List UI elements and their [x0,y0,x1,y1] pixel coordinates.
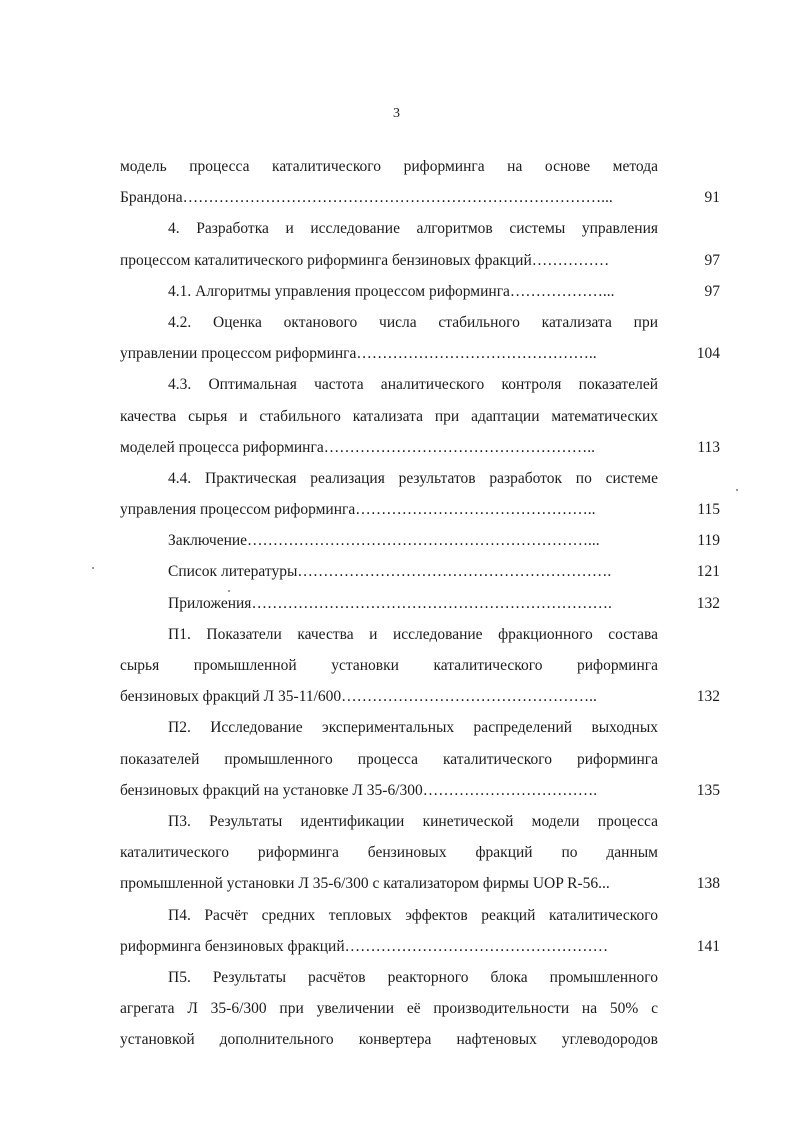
toc-page-number: 138 [696,875,720,893]
toc-page-number: 97 [704,282,720,300]
toc-line: П4. Расчёт средних тепловых эффектов реакций каталитического [168,906,658,924]
toc-line: 4.1. Алгоритмы управления процессом риформинга………………... [168,282,615,300]
toc-line: 4. Разработка и исследование алгоритмов системы управления [168,220,658,238]
scan-speck [228,590,230,592]
toc-entry [120,463,720,525]
toc-page-number [660,1024,720,1055]
toc-line: промышленной установки Л 35-6/300 с катализатором фирмы UOP R-56... [120,875,610,893]
toc-line: риформинга бензиновых фракций…………………………………………… [120,937,609,955]
toc-line: П3. Результаты идентификации кинетической модели процесса [168,812,658,830]
toc-entry [120,588,720,619]
toc-page-number: 135 [696,781,720,799]
toc-line: Брандона………………………………………………………………………... [120,189,613,207]
toc-page-number: 121 [696,563,720,581]
toc-entry [120,619,720,713]
toc-line: управлении процессом риформинга……………………………………….. [120,345,597,363]
toc-line: установкой дополнительного конвертера нафтеновых углеводородов [120,1031,658,1049]
toc-entry [120,369,720,463]
toc-line: модель процесса каталитического риформинга на основе метода [120,158,658,175]
toc-line: процессом каталитического риформинга бензиновых фракций…………… [120,251,610,269]
toc-entry [120,525,720,556]
toc-line: бензиновых фракций на установке Л 35-6/300……………………………. [120,781,598,799]
toc-page-number: 132 [696,688,720,706]
toc-page-number: 91 [704,189,720,207]
toc-entry [120,151,720,213]
toc-page-number: 115 [697,501,720,519]
toc-line: бензиновых фракций Л 35-11/600………………………………………….. [120,688,597,706]
toc-line: каталитического риформинга бензиновых фракций по данным [120,844,658,862]
toc-entry [120,213,720,275]
toc-line: 4.2. Оценка октанового числа стабильного катализата при [168,313,658,331]
toc-entry [120,307,720,369]
toc-entry [120,276,720,307]
scan-speck [736,489,738,491]
toc-entry [120,900,720,962]
toc-line: П2. Исследование экспериментальных распределений выходных [168,719,658,737]
toc-page-number: 104 [696,345,720,363]
toc-entry [120,962,720,1056]
toc-line: Заключение…………………………………………………………... [168,532,600,550]
toc-page-number: 97 [704,251,720,269]
toc-line: качества сырья и стабильного катализата при адаптации математических [120,407,658,425]
toc-line: агрегата Л 35-6/300 при увеличении её производительности на 50% с [120,1000,658,1018]
toc-line: П1. Показатели качества и исследование фракционного состава [168,625,658,643]
toc-page-number: 119 [697,532,720,550]
toc-page-number: 132 [696,594,720,612]
toc-page-number: 113 [697,438,720,456]
toc-line: управления процессом риформинга……………………………………….. [120,501,596,519]
toc-entry [120,712,720,806]
toc-line: Приложения……………………………………………………………. [168,594,612,612]
toc-line: 4.4. Практическая реализация результатов разработок по системе [168,469,658,487]
toc-entry [120,556,720,587]
toc-line: 4.3. Оптимальная частота аналитического контроля показателей [168,376,658,394]
toc-page-number: 141 [696,937,720,955]
page-number: 3 [393,106,400,121]
toc-line: моделей процесса риформинга…………………………………………….. [120,438,595,456]
table-of-contents [120,151,720,1055]
toc-entry [120,806,720,900]
toc-line: Список литературы……………………………………………………. [168,563,612,581]
scan-speck [92,567,94,569]
toc-line: сырья промышленной установки каталитического риформинга [120,657,658,674]
toc-line: П5. Результаты расчётов реакторного блока промышленного [168,968,658,986]
toc-line: показателей промышленного процесса каталитического риформинга [120,750,658,768]
